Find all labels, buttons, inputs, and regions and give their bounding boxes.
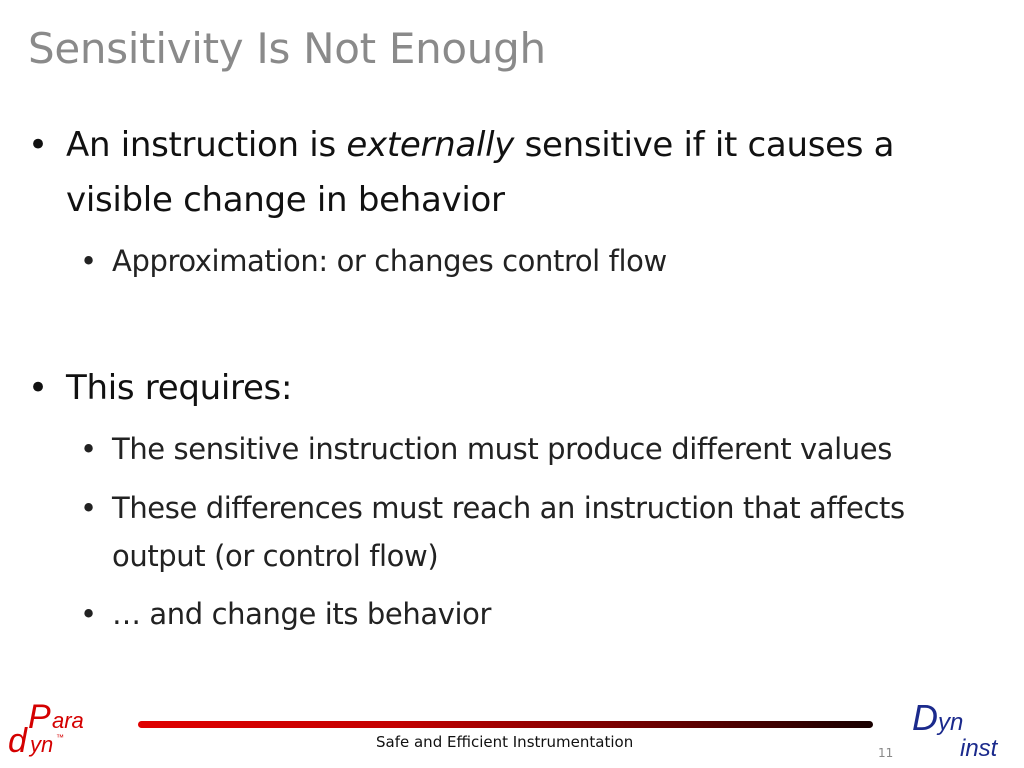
- paradyn-logo-yn: yn: [30, 732, 54, 757]
- footer-text: Safe and Efficient Instrumentation: [376, 733, 634, 751]
- paradyn-logo-trademark: ™: [56, 733, 64, 742]
- bullet-dot: •: [80, 597, 97, 631]
- sub-bullet-differences-reach: [80, 484, 912, 580]
- sub-bullet-different-values: [80, 425, 1012, 473]
- bullet-text: This requires:: [66, 368, 293, 408]
- dyninst-logo-yn: yn: [938, 709, 964, 736]
- paradyn-logo-ara: ara: [52, 708, 84, 733]
- bullet-dot: •: [28, 125, 48, 165]
- bullet-text-emphasis: externally: [346, 125, 515, 165]
- slide-title: Sensitivity Is Not Enough: [28, 24, 546, 73]
- bullet-dot: •: [80, 244, 97, 278]
- dyninst-logo-letter-d: D: [912, 697, 938, 738]
- paradyn-logo-letter-d: d: [8, 722, 27, 760]
- slide-number: 11: [878, 746, 894, 760]
- bullet-dot: •: [80, 432, 97, 466]
- footer-divider: [138, 721, 873, 728]
- bullet-text: The sensitive instruction must produce different values: [112, 432, 892, 466]
- bullet-text: … and change its behavior: [112, 597, 491, 631]
- sub-bullet-change-behavior: [80, 590, 1012, 638]
- paradyn-logo-letter-p: P: [28, 698, 51, 736]
- dyninst-logo: [910, 692, 1020, 764]
- bullet-text: These differences must reach an instruction that affects output (or control flow): [112, 491, 905, 573]
- dyninst-logo-inst: inst: [960, 735, 998, 762]
- bullet-externally-sensitive: [28, 118, 986, 228]
- sub-bullet-approximation: [80, 237, 1012, 285]
- bullet-dot: •: [28, 368, 48, 408]
- bullet-dot: •: [80, 491, 97, 525]
- paradyn-logo: [6, 690, 116, 762]
- bullet-text-start: An instruction is: [66, 125, 347, 165]
- bullet-this-requires: [28, 361, 986, 416]
- bullet-text-end: sensitive if it causes a visible change in behavior: [66, 125, 895, 220]
- bullet-text: Approximation: or changes control flow: [112, 244, 667, 278]
- bullet-text: [66, 118, 986, 228]
